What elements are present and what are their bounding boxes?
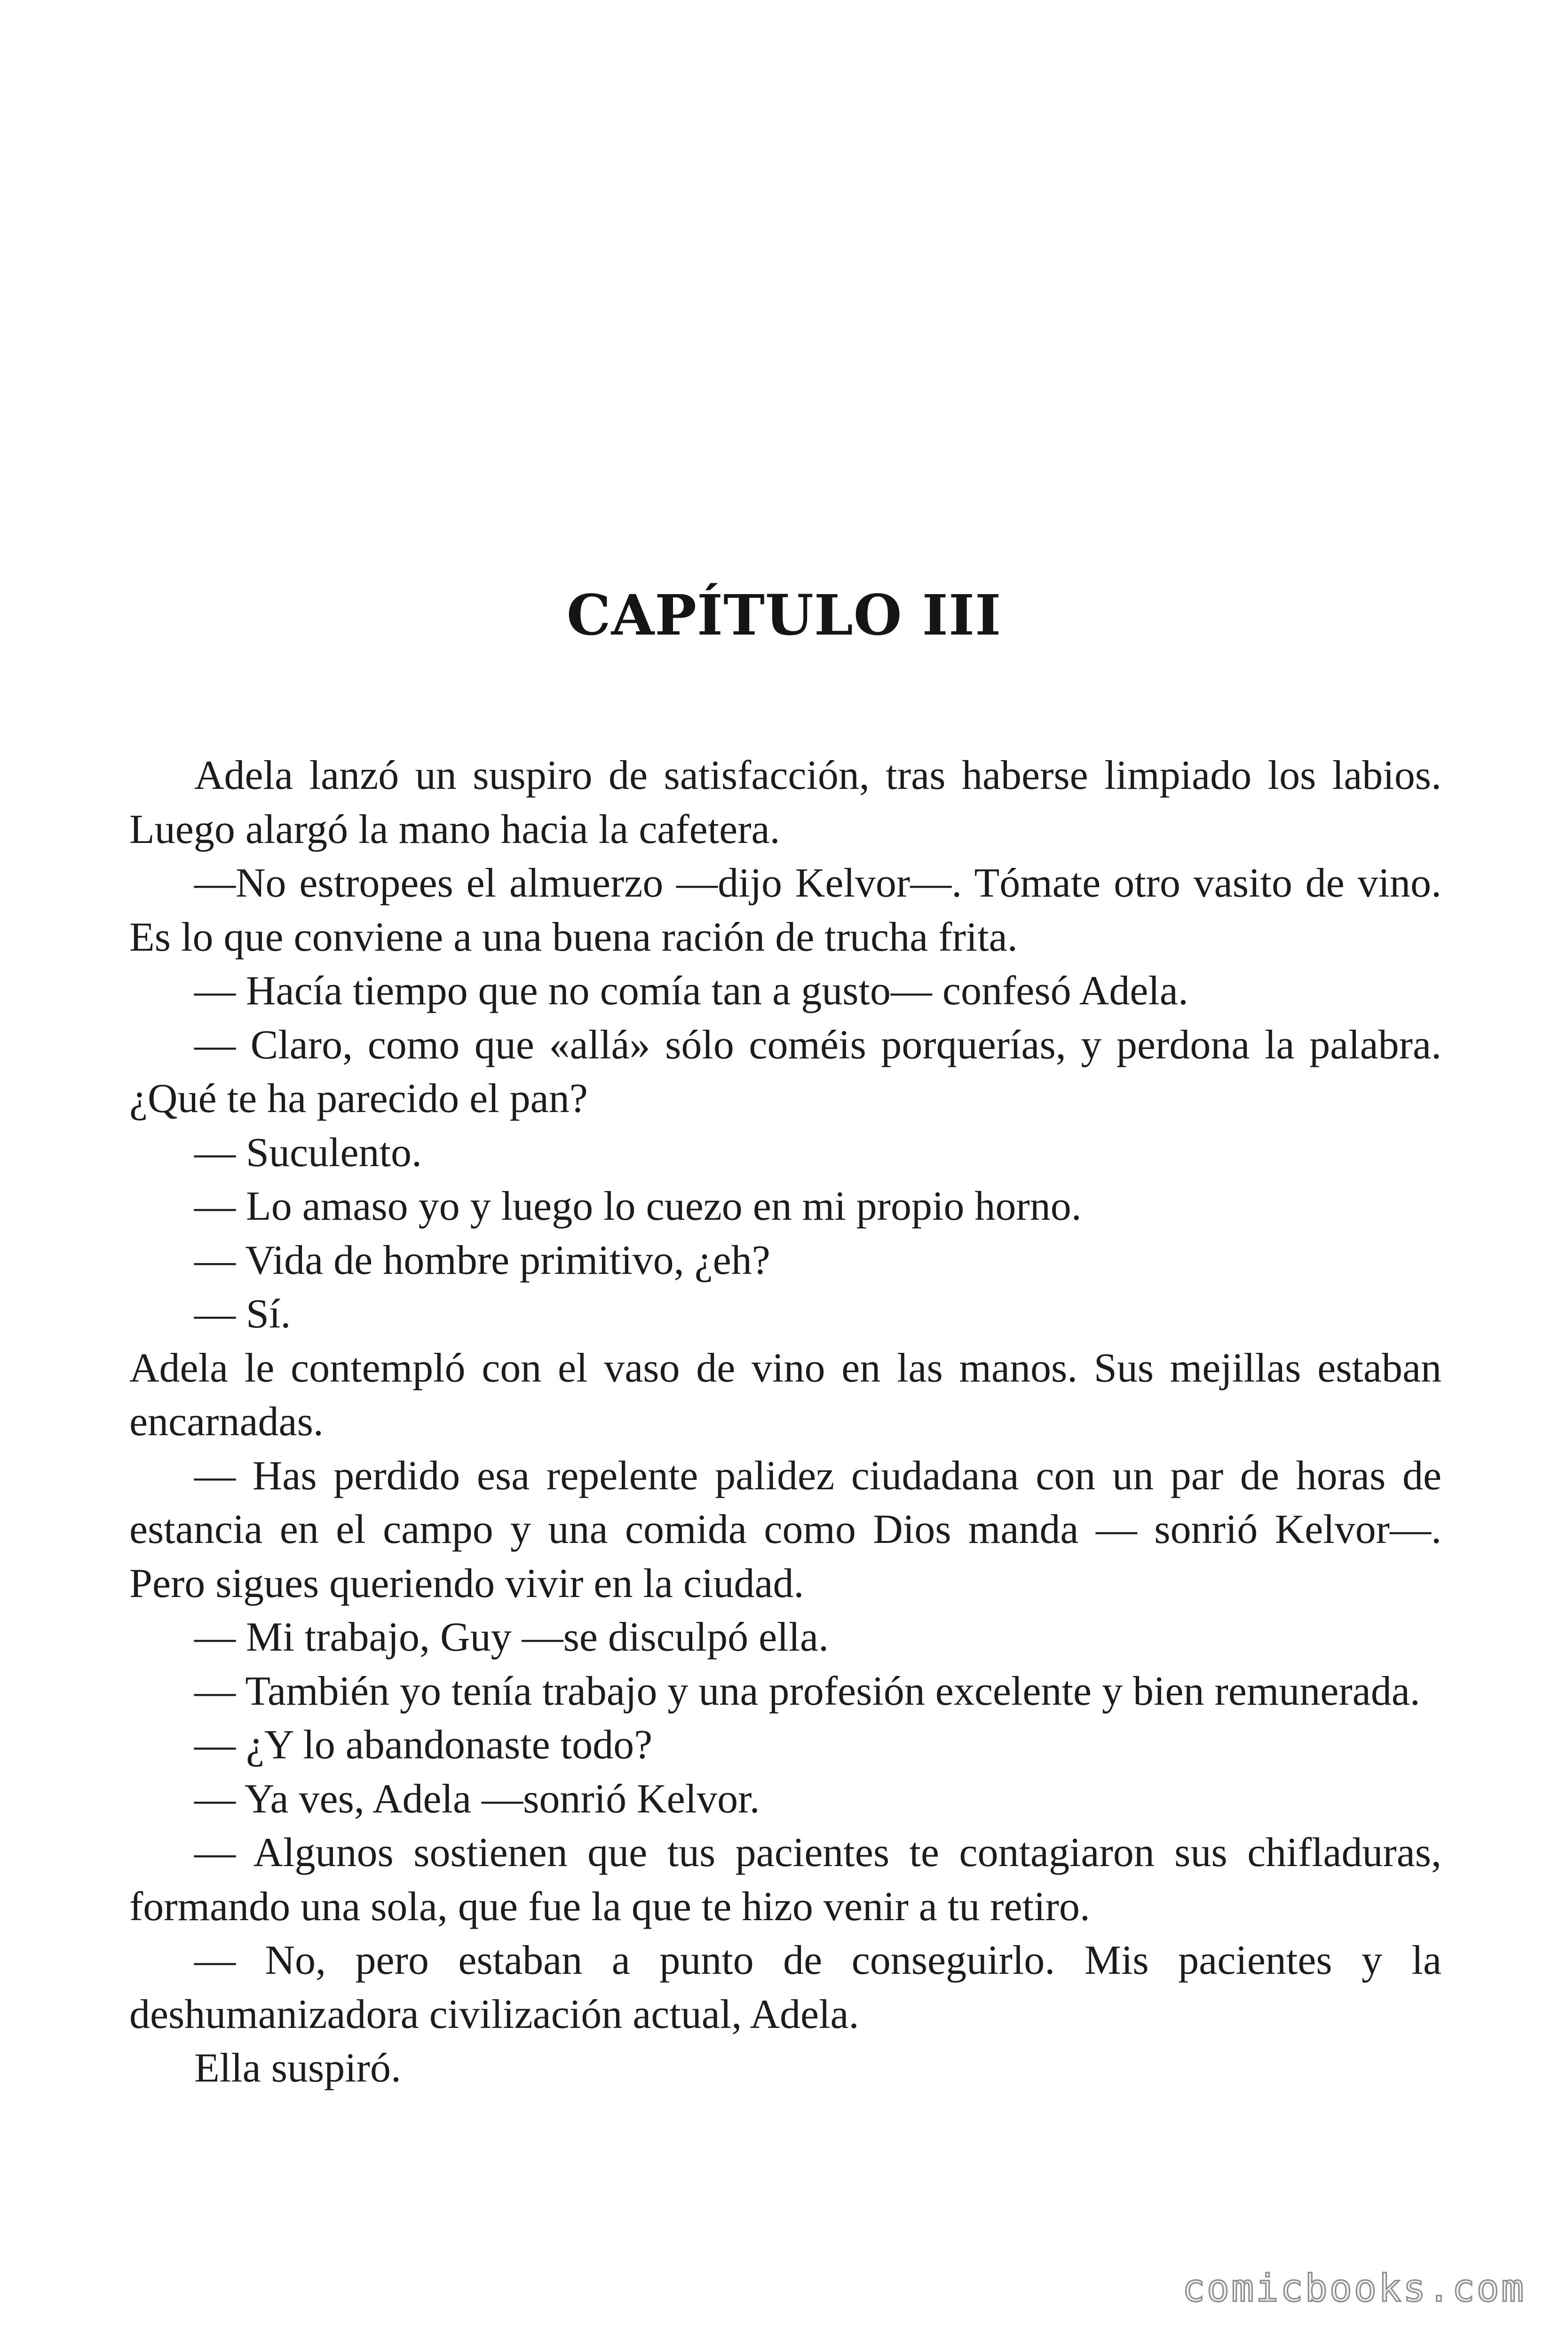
chapter-title: CAPÍTULO III <box>566 582 1002 648</box>
paragraph: — Has perdido esa repelente palidez ciudadana con un par de horas de estancia en el campo y una comida como Dios manda — sonrió Kelvor—. Pero sigues queriendo vivir en la ciudad. <box>129 1453 1441 1606</box>
paragraph: — Hacía tiempo que no comía tan a gusto— confesó Adela. <box>194 968 1188 1014</box>
paragraph: — ¿Y lo abandonaste todo? <box>194 1722 653 1768</box>
watermark: comicbooks.com <box>1182 2266 1526 2310</box>
paragraph: — Vida de hombre primitivo, ¿eh? <box>194 1237 770 1283</box>
paragraph: — Mi trabajo, Guy —se disculpó ella. <box>194 1614 829 1660</box>
paragraph: —No estropees el almuerzo —dijo Kelvor—. Tómate otro vasito de vino. Es lo que conviene a una buena ración de trucha frita. <box>129 860 1441 960</box>
paragraph: — También yo tenía trabajo y una profesión excelente y bien remunerada. <box>194 1668 1420 1714</box>
paragraph: Adela lanzó un suspiro de satisfacción, tras haberse limpiado los labios. Luego alargó la mano hacia la cafetera. <box>129 753 1441 852</box>
paragraph: Ella suspiró. <box>194 2045 401 2091</box>
paragraph: — No, pero estaban a punto de conseguirlo. Mis pacientes y la deshumanizadora civilización actual, Adela. <box>129 1938 1441 2037</box>
paragraph: — Lo amaso yo y luego lo cuezo en mi propio horno. <box>194 1184 1082 1229</box>
paragraph: Adela le contempló con el vaso de vino en las manos. Sus mejillas estaban encarnadas. <box>129 1345 1441 1445</box>
paragraph: — Claro, como que «allá» sólo coméis porquerías, y perdona la palabra. ¿Qué te ha parecido el pan? <box>129 1022 1441 1121</box>
paragraph: — Sí. <box>194 1291 291 1337</box>
paragraph: — Ya ves, Adela —sonrió Kelvor. <box>194 1776 760 1822</box>
chapter-body <box>129 749 1441 2096</box>
paragraph: — Suculento. <box>194 1129 422 1176</box>
paragraph: — Algunos sostienen que tus pacientes te contagiaron sus chifladuras, formando una sola, que fue la que te hizo venir a tu retiro. <box>129 1830 1441 1930</box>
